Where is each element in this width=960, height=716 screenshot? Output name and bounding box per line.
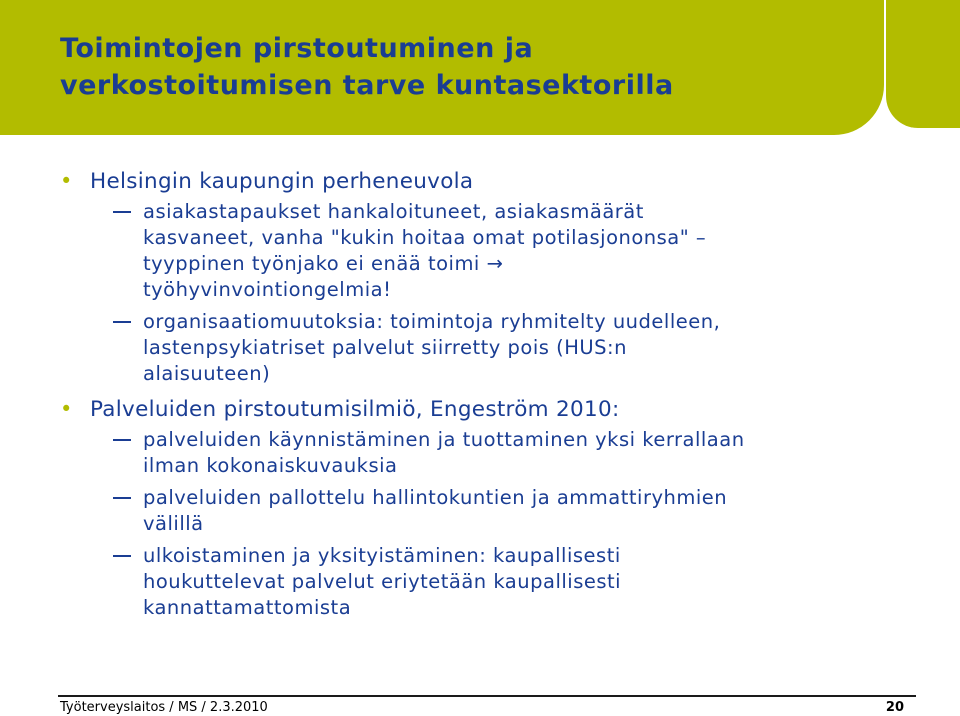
subbullet-line: houkuttelevat palvelut eriytetään kaupallisesti (143, 570, 622, 593)
dash-icon (113, 439, 131, 441)
subbullet-line: asiakastapaukset hankaloituneet, asiakasmäärät (143, 200, 644, 223)
slide-body (60, 168, 920, 627)
subbullet-launching (143, 427, 920, 479)
dash-icon (113, 555, 131, 557)
bullet-heading: Helsingin kaupungin perheneuvola (90, 169, 474, 194)
bullet-helsinki (60, 168, 920, 195)
subbullet-line: lastenpsykiatriset palvelut siirretty pois (HUS:n (143, 336, 627, 359)
subbullet-line: palveluiden käynnistäminen ja tuottaminen yksi kerrallaan (143, 428, 745, 451)
page-number: 20 (885, 700, 904, 715)
slide-title (60, 30, 674, 104)
subbullet-reorganisation (143, 309, 920, 387)
subbullet-line: ilman kokonaiskuvauksia (143, 454, 398, 477)
corner-block (886, 0, 960, 128)
title-line-1: Toimintojen pirstoutuminen ja (60, 33, 534, 64)
dash-icon (113, 497, 131, 499)
subbullet-juggling (143, 485, 920, 537)
footer-source: Työterveyslaitos / MS / 2.3.2010 (60, 700, 268, 715)
subbullet-line: palveluiden pallottelu hallintokuntien ja ammattiryhmien (143, 486, 728, 509)
subbullet-workload (143, 199, 920, 303)
bullet-heading: Palveluiden pirstoutumisilmiö, Engeström 2010: (90, 397, 620, 422)
bullet-dot-icon: • (60, 397, 73, 421)
dash-icon (113, 321, 131, 323)
title-line-2: verkostoitumisen tarve kuntasektorilla (60, 70, 674, 101)
bullet-dot-icon: • (60, 169, 73, 193)
subbullet-line: kannattamattomista (143, 596, 352, 619)
subbullet-line: alaisuuteen) (143, 362, 271, 385)
subbullet-line: kasvaneet, vanha "kukin hoitaa omat potilasjononsa" – (143, 226, 707, 249)
subbullet-line: työhyvinvointiongelmia! (143, 278, 392, 301)
dash-icon (113, 211, 131, 213)
subbullet-line: ulkoistaminen ja yksityistäminen: kaupallisesti (143, 544, 621, 567)
subbullet-outsourcing (143, 543, 920, 621)
subbullet-line: organisaatiomuutoksia: toimintoja ryhmitelty uudelleen, (143, 310, 721, 333)
subbullet-line: välillä (143, 512, 204, 535)
footer-divider (58, 695, 916, 697)
bullet-fragmentation (60, 396, 920, 423)
subbullet-line: tyyppinen työnjako ei enää toimi → (143, 252, 504, 275)
